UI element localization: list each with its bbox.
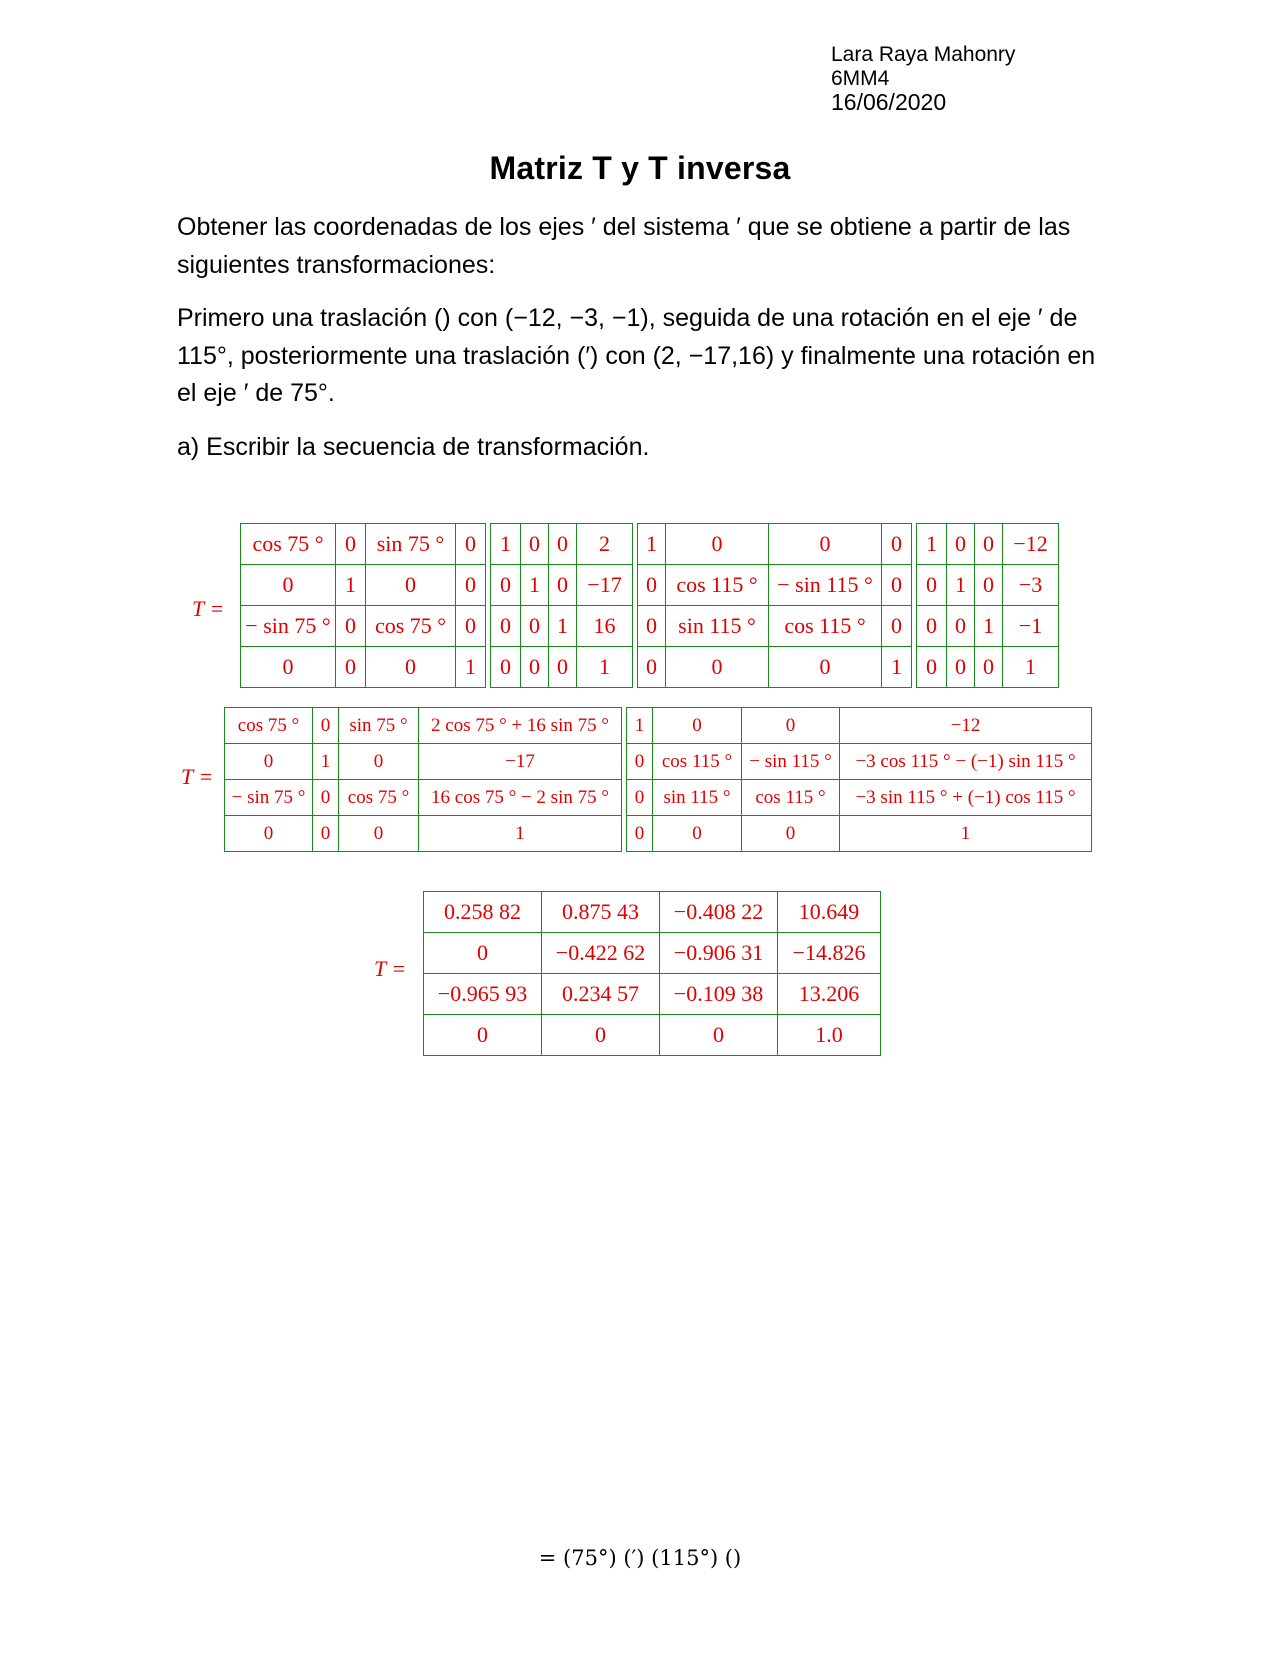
matrix-cell: 0	[627, 816, 653, 852]
matrix-cell: 0	[225, 816, 313, 852]
matrix-row	[491, 606, 633, 647]
document-date: 16/06/2020	[831, 89, 947, 116]
matrix-row	[627, 744, 1092, 780]
matrix-cell: 0	[424, 933, 542, 974]
matrix-row	[241, 565, 486, 606]
matrix-cell: 13.206	[778, 974, 881, 1015]
matrix-row	[241, 524, 486, 565]
matrix-cell: 1	[549, 606, 577, 647]
matrix-cell: − sin 75 °	[241, 606, 336, 647]
matrix-cell: 0	[742, 708, 840, 744]
matrix-cell: 0	[882, 606, 912, 647]
matrix-row	[491, 647, 633, 688]
matrix-cell: 1	[491, 524, 521, 565]
matrix-cell: 0	[366, 565, 456, 606]
combined-rotation-115-matrix	[626, 707, 1092, 852]
matrix-cell: 0	[339, 744, 419, 780]
transformation-description: Primero una traslación () con (−12, −3, −1), seguida de una rotación en el eje ′ de 115°, posteriormente una traslación (′) con (2, −17,16) y finalmente una rotación en el eje ′ de 75°.	[177, 304, 1096, 407]
matrix-cell: 0	[638, 565, 666, 606]
matrix-cell: 16 cos 75 ° − 2 sin 75 °	[419, 780, 622, 816]
matrix-cell: 0	[549, 524, 577, 565]
matrix-row	[491, 565, 633, 606]
matrix-row	[241, 606, 486, 647]
matrix-row	[917, 647, 1059, 688]
matrix-2-label: T =	[181, 764, 214, 789]
matrix-cell: 0	[947, 524, 975, 565]
matrix-cell: 1	[840, 816, 1092, 852]
matrix-cell: cos 75 °	[339, 780, 419, 816]
matrix-cell: 0	[456, 565, 486, 606]
matrix-cell: −0.965 93	[424, 974, 542, 1015]
problem-statement: Obtener las coordenadas de los ejes ′ del sistema ′ que se obtiene a partir de las siguientes transformaciones:	[177, 213, 1071, 279]
matrix-cell: −3 sin 115 ° + (−1) cos 115 °	[840, 780, 1092, 816]
matrix-row	[917, 565, 1059, 606]
matrix-row	[225, 816, 622, 852]
matrix-cell: 1	[419, 816, 622, 852]
matrix-cell: 0	[653, 816, 742, 852]
matrix-row	[917, 524, 1059, 565]
matrix-cell: 0	[769, 647, 882, 688]
matrix-cell: 0	[975, 647, 1003, 688]
matrix-cell: 0.258 82	[424, 892, 542, 933]
matrix-row	[638, 606, 912, 647]
result-matrix	[423, 891, 881, 1056]
matrix-cell: −0.422 62	[542, 933, 660, 974]
matrix-cell: 0	[313, 708, 339, 744]
matrix-result	[423, 891, 881, 1056]
matrix-cell: 0	[521, 524, 549, 565]
matrix-row	[424, 974, 881, 1015]
matrix-row	[225, 780, 622, 816]
matrix-cell: 0	[769, 524, 882, 565]
matrix-cell: 0	[742, 816, 840, 852]
matrix-cell: 0	[638, 606, 666, 647]
matrix-cell: 0	[366, 647, 456, 688]
matrix-cell: 0	[521, 606, 549, 647]
author-header	[831, 43, 1015, 116]
question-a: a) Escribir la secuencia de transformación.	[177, 433, 650, 461]
matrix-cell: −12	[1003, 524, 1059, 565]
matrix-cell: 0	[241, 647, 336, 688]
matrix-cell: −0.906 31	[660, 933, 778, 974]
matrix-cell: −17	[577, 565, 633, 606]
matrix-cell: 0	[549, 647, 577, 688]
matrix-cell: 1	[577, 647, 633, 688]
matrix-row	[241, 647, 486, 688]
matrix-cell: 0	[339, 816, 419, 852]
matrix-cell: 0	[666, 524, 769, 565]
matrix-cell: 0	[653, 708, 742, 744]
matrix-cell: 2	[577, 524, 633, 565]
matrix-cell: −0.109 38	[660, 974, 778, 1015]
matrix-cell: cos 75 °	[225, 708, 313, 744]
matrix-cell: − sin 115 °	[742, 744, 840, 780]
matrix-cell: 10.649	[778, 892, 881, 933]
matrix-cell: 0	[917, 606, 947, 647]
matrix-cell: −14.826	[778, 933, 881, 974]
matrix-cell: sin 115 °	[666, 606, 769, 647]
matrix-product-2	[224, 707, 1092, 852]
matrix-cell: 0	[549, 565, 577, 606]
matrix-cell: 1	[521, 565, 549, 606]
matrix-cell: cos 115 °	[653, 744, 742, 780]
matrix-row	[424, 892, 881, 933]
matrix-row	[424, 1015, 881, 1056]
matrix-cell: 0	[627, 780, 653, 816]
translation-2-matrix	[490, 523, 633, 688]
matrix-cell: 0	[336, 606, 366, 647]
matrix-row	[424, 933, 881, 974]
matrix-cell: 2 cos 75 ° + 16 sin 75 °	[419, 708, 622, 744]
matrix-cell: − sin 75 °	[225, 780, 313, 816]
matrix-cell: 0	[882, 524, 912, 565]
matrix-cell: 0	[975, 565, 1003, 606]
matrix-cell: 0	[666, 647, 769, 688]
matrix-cell: − sin 115 °	[769, 565, 882, 606]
matrix-cell: −12	[840, 708, 1092, 744]
matrix-cell: 0	[660, 1015, 778, 1056]
matrix-cell: 0.234 57	[542, 974, 660, 1015]
matrix-cell: 1	[917, 524, 947, 565]
matrix-cell: 1	[456, 647, 486, 688]
matrix-cell: 1	[975, 606, 1003, 647]
matrix-cell: 0	[225, 744, 313, 780]
matrix-cell: 0.875 43	[542, 892, 660, 933]
matrix-cell: 0	[521, 647, 549, 688]
matrix-cell: 0	[336, 647, 366, 688]
matrix-row	[627, 816, 1092, 852]
matrix-3-label: T =	[374, 956, 407, 981]
matrix-cell: 0	[917, 647, 947, 688]
rotation-75-matrix	[240, 523, 486, 688]
matrix-cell: 0	[241, 565, 336, 606]
matrix-cell: −3 cos 115 ° − (−1) sin 115 °	[840, 744, 1092, 780]
matrix-cell: cos 115 °	[769, 606, 882, 647]
matrix-cell: 0	[491, 565, 521, 606]
matrix-row	[225, 708, 622, 744]
matrix-cell: 1.0	[778, 1015, 881, 1056]
combined-rotation-75-matrix	[224, 707, 622, 852]
matrix-cell: 0	[491, 647, 521, 688]
matrix-cell: 1	[947, 565, 975, 606]
matrix-row	[917, 606, 1059, 647]
matrix-cell: 0	[882, 565, 912, 606]
matrix-cell: sin 115 °	[653, 780, 742, 816]
matrix-cell: 0	[975, 524, 1003, 565]
matrix-1-label: T =	[192, 596, 225, 621]
matrix-cell: cos 75 °	[241, 524, 336, 565]
matrix-product-1	[240, 523, 1059, 688]
author-name: Lara Raya Mahonry	[831, 43, 1016, 66]
matrix-cell: −1	[1003, 606, 1059, 647]
matrix-cell: cos 115 °	[666, 565, 769, 606]
matrix-cell: 0	[917, 565, 947, 606]
matrix-row	[225, 744, 622, 780]
matrix-cell: 0	[456, 524, 486, 565]
matrix-cell: 1	[882, 647, 912, 688]
matrix-cell: −17	[419, 744, 622, 780]
matrix-cell: 1	[1003, 647, 1059, 688]
matrix-cell: 1	[336, 565, 366, 606]
matrix-cell: 1	[627, 708, 653, 744]
matrix-cell: sin 75 °	[366, 524, 456, 565]
matrix-row	[638, 565, 912, 606]
matrix-cell: 1	[313, 744, 339, 780]
matrix-row	[627, 780, 1092, 816]
matrix-cell: 1	[638, 524, 666, 565]
matrix-cell: −0.408 22	[660, 892, 778, 933]
page-title: Matriz T y T inversa	[489, 150, 791, 186]
matrix-row	[638, 524, 912, 565]
matrix-cell: 0	[947, 606, 975, 647]
matrix-cell: 0	[491, 606, 521, 647]
matrix-cell: cos 75 °	[366, 606, 456, 647]
matrix-cell: 0	[336, 524, 366, 565]
matrix-cell: 16	[577, 606, 633, 647]
matrix-cell: sin 75 °	[339, 708, 419, 744]
matrix-cell: 0	[313, 816, 339, 852]
translation-1-matrix	[916, 523, 1059, 688]
matrix-row	[627, 708, 1092, 744]
matrix-cell: −3	[1003, 565, 1059, 606]
matrix-cell: 0	[313, 780, 339, 816]
matrix-row	[491, 524, 633, 565]
matrix-cell: cos 115 °	[742, 780, 840, 816]
matrix-cell: 0	[456, 606, 486, 647]
matrix-cell: 0	[947, 647, 975, 688]
rotation-115-matrix	[637, 523, 912, 688]
author-group: 6MM4	[831, 66, 890, 90]
transformation-formula: = (75°) (′) (115°) ()	[538, 1546, 742, 1570]
matrix-cell: 0	[638, 647, 666, 688]
matrix-cell: 0	[542, 1015, 660, 1056]
matrix-cell: 0	[424, 1015, 542, 1056]
matrix-cell: 0	[627, 744, 653, 780]
matrix-row	[638, 647, 912, 688]
